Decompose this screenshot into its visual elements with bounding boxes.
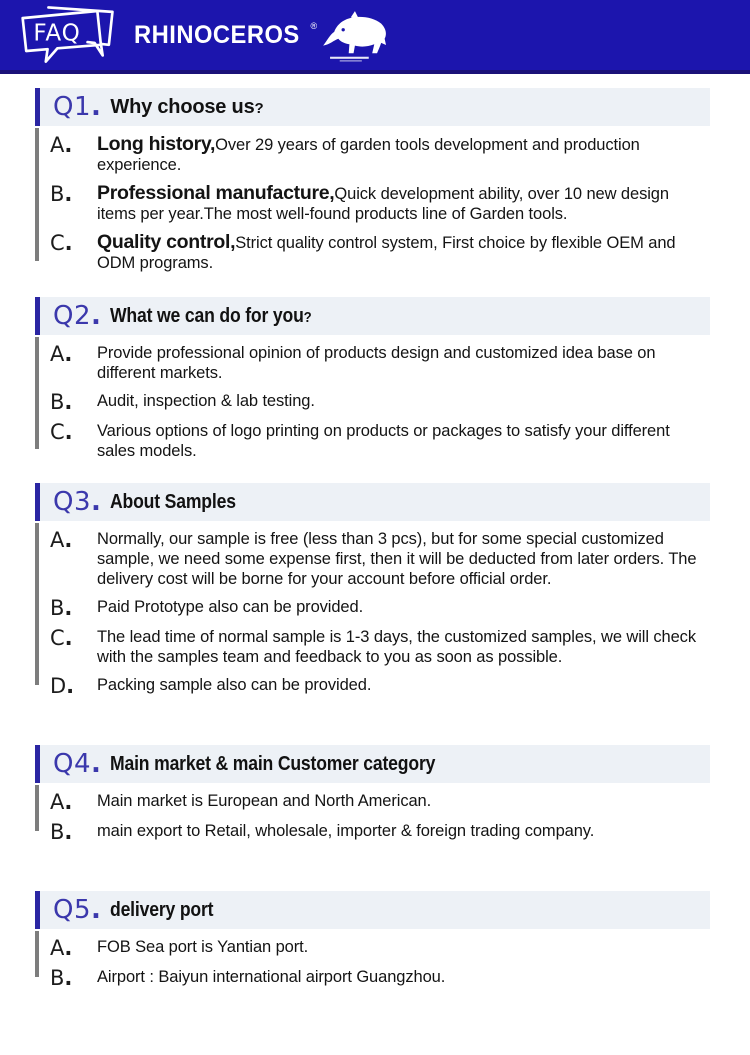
question-title: About Samples: [110, 490, 237, 513]
question-number-dot: .: [91, 749, 102, 779]
answer-letter: C.: [50, 231, 73, 255]
brand-name: RHINOCEROS: [134, 21, 300, 49]
answer-letter: B.: [50, 390, 73, 414]
answer-item-q3-c: [50, 627, 710, 667]
question-number: Q1.: [53, 92, 102, 122]
answer-text: Various options of logo printing on products or packages to satisfy your different sales models.: [97, 422, 670, 460]
answer-text: Quality control,Strict quality control system, First choice by flexible OEM and ODM programs.: [97, 231, 676, 272]
question-title: delivery port: [110, 898, 214, 921]
answer-text: Professional manufacture,Quick development ability, over 10 new design items per year.The most well-found products line of Garden tools.: [97, 182, 669, 223]
answer-letter-dot: .: [64, 936, 73, 960]
answer-letter-dot: .: [64, 528, 73, 552]
rhinoceros-icon: [319, 9, 395, 63]
answer-item-q1-a: [50, 134, 710, 175]
faq-logo: [16, 3, 120, 67]
answer-letter: A.: [50, 342, 73, 366]
question-title: What we can do for you?: [110, 304, 312, 327]
answer-letter-dot: .: [64, 182, 73, 206]
question-mark: ?: [304, 308, 312, 326]
question-number-dot: .: [91, 487, 102, 517]
answer-letter: B.: [50, 596, 73, 620]
answer-text: main export to Retail, wholesale, importer & foreign trading company.: [97, 822, 595, 840]
question-number-dot: .: [91, 92, 102, 122]
answer-lead: Quality control,: [97, 231, 236, 253]
answer-item-q2-a: [50, 343, 710, 383]
question-number: Q5.: [53, 895, 102, 925]
answer-letter-dot: .: [64, 790, 73, 814]
question-number-dot: .: [91, 301, 102, 331]
answer-letter-dot: .: [64, 820, 73, 844]
answer-letter: C.: [50, 626, 73, 650]
question-mark: ?: [254, 99, 264, 117]
section-items-q2: [35, 335, 710, 461]
answer-text: Packing sample also can be provided.: [97, 676, 372, 694]
answer-item-q5-b: [50, 967, 710, 989]
brand-logo: [134, 5, 395, 65]
faq-speech-bubbles-icon: [16, 3, 120, 67]
answer-letter: C.: [50, 420, 73, 444]
answer-letter-dot: .: [64, 342, 73, 366]
answer-item-q3-b: [50, 597, 710, 619]
answer-letter-dot: .: [64, 231, 73, 255]
answer-letter: A.: [50, 528, 73, 552]
answer-letter-dot: .: [64, 420, 73, 444]
faq-section-q1: [35, 88, 710, 273]
question-title: Why choose us?: [110, 95, 264, 118]
answer-text: Paid Prototype also can be provided.: [97, 598, 364, 616]
section-header-q4: [35, 745, 710, 783]
answer-letter: A.: [50, 133, 73, 157]
answer-letter: A.: [50, 936, 73, 960]
section-items-q3: [35, 521, 710, 697]
answer-item-q5-a: [50, 937, 710, 959]
answer-text: Airport : Baiyun international airport Guangzhou.: [97, 968, 446, 986]
answer-text: Normally, our sample is free (less than 3 pcs), but for some special customized sample, we need some expense first, then it will be deducted from later orders. The delivery cost will be borne for your account before official order.: [97, 530, 697, 588]
answer-letter: B.: [50, 966, 73, 990]
section-items-q5: [35, 929, 710, 989]
answer-letter: B.: [50, 820, 73, 844]
question-number: Q2.: [53, 301, 102, 331]
faq-logo-text: FAQ: [33, 20, 81, 47]
answer-letter: A.: [50, 790, 73, 814]
question-number: Q3.: [53, 487, 102, 517]
answer-letter-dot: .: [64, 390, 73, 414]
section-header-q1: [35, 88, 710, 126]
section-items-q1: [35, 126, 710, 273]
faq-section-q3: [35, 483, 710, 697]
answer-lead: Professional manufacture,: [97, 182, 335, 204]
answer-letter: D.: [50, 674, 75, 698]
answer-text: FOB Sea port is Yantian port.: [97, 938, 309, 956]
section-header-q3: [35, 483, 710, 521]
answer-item-q2-c: [50, 421, 710, 461]
answer-letter-dot: .: [64, 596, 73, 620]
answer-item-q4-a: [50, 791, 710, 813]
answer-item-q3-d: [50, 675, 710, 697]
faq-sections: [0, 88, 750, 989]
answer-letter-dot: .: [64, 626, 73, 650]
answer-text: Main market is European and North American.: [97, 792, 432, 810]
answer-letter-dot: .: [64, 133, 73, 157]
answer-item-q4-b: [50, 821, 710, 843]
answer-lead: Long history,: [97, 133, 216, 155]
faq-section-q2: [35, 297, 710, 461]
answer-letter-dot: .: [64, 966, 73, 990]
question-title: Main market & main Customer category: [110, 752, 436, 775]
answer-item-q1-c: [50, 232, 710, 273]
question-number: Q4.: [53, 749, 102, 779]
answer-text: Audit, inspection & lab testing.: [97, 392, 315, 410]
answer-text: Provide professional opinion of products design and customized idea base on different markets.: [97, 344, 656, 382]
answer-item-q1-b: [50, 183, 710, 224]
answer-letter-dot: .: [66, 674, 75, 698]
section-header-q2: [35, 297, 710, 335]
section-items-q4: [35, 783, 710, 843]
answer-text: The lead time of normal sample is 1-3 days, the customized samples, we will check with the samples team and feedback to you as soon as possible.: [97, 628, 696, 666]
section-header-q5: [35, 891, 710, 929]
header-bar: [0, 0, 750, 74]
answer-text: Long history,Over 29 years of garden tools development and production experience.: [97, 133, 640, 174]
answer-letter: B.: [50, 182, 73, 206]
faq-section-q4: [35, 745, 710, 843]
answer-item-q2-b: [50, 391, 710, 413]
question-number-dot: .: [91, 895, 102, 925]
registered-trademark: ®: [310, 21, 318, 31]
faq-section-q5: [35, 891, 710, 989]
answer-item-q3-a: [50, 529, 710, 589]
